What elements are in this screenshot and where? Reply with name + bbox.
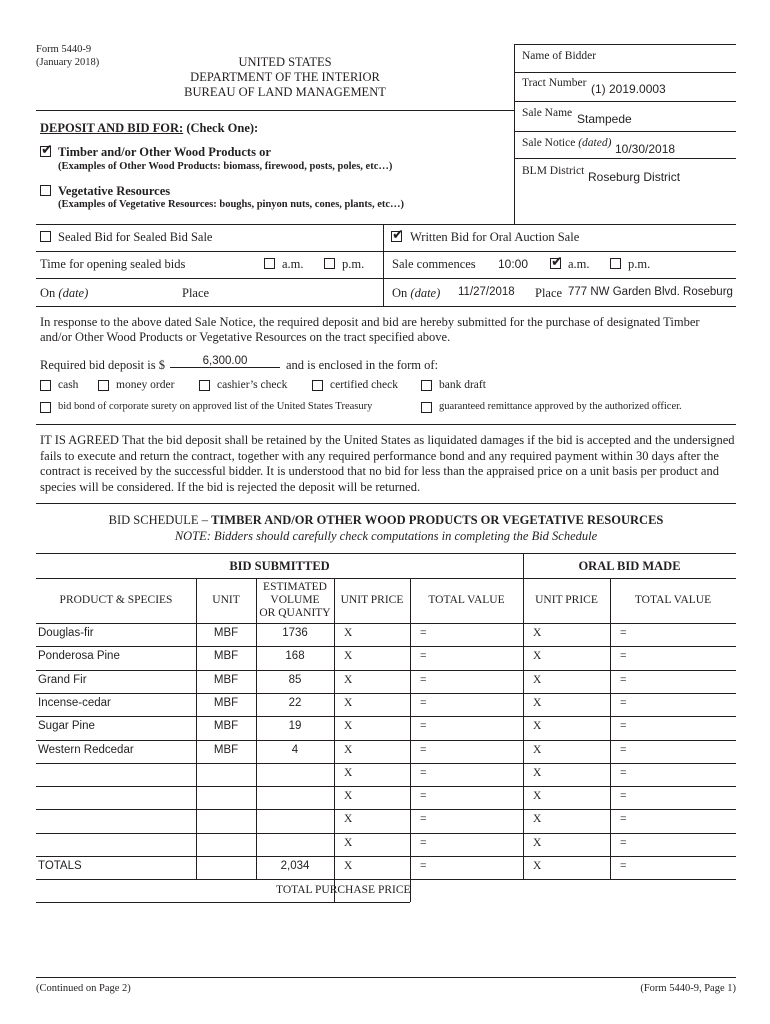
- row-oral-unit-price-x: X: [533, 697, 542, 709]
- row-unit[interactable]: MBF: [213, 697, 239, 709]
- total-purchase-price-label: TOTAL PURCHASE PRICE: [276, 884, 411, 896]
- row-oral-unit-price-x: X: [533, 744, 542, 756]
- row-total-value-eq: =: [420, 697, 427, 709]
- row-unit-price-x: X: [344, 790, 353, 802]
- row-total-value-eq: =: [420, 744, 427, 756]
- col-product-species: PRODUCT & SPECIES: [59, 594, 173, 606]
- oral-place-field[interactable]: 777 NW Garden Blvd. Roseburg: [568, 286, 733, 298]
- row-volume[interactable]: 4: [291, 744, 299, 756]
- row-volume[interactable]: 85: [288, 674, 302, 686]
- oral-date-field[interactable]: 11/27/2018: [458, 286, 515, 298]
- row-total-value-eq: =: [420, 674, 427, 686]
- row-oral-total-value-eq: =: [620, 627, 627, 639]
- row-volume[interactable]: 19: [288, 720, 302, 732]
- sale-commences-label: Sale commences: [392, 257, 476, 271]
- vegetative-checkbox[interactable]: [40, 185, 51, 196]
- row-total-value-eq: =: [420, 837, 427, 849]
- col-estimated-volume: ESTIMATED VOLUME OR QUANITY: [259, 581, 331, 619]
- oral-pm-checkbox[interactable]: [610, 258, 621, 269]
- timber-checkbox[interactable]: [40, 146, 51, 157]
- row-oral-total-value-eq: =: [620, 744, 627, 756]
- row-product[interactable]: Grand Fir: [38, 674, 87, 686]
- bid-bond-checkbox[interactable]: [40, 402, 51, 413]
- oral-am-checkbox[interactable]: [550, 258, 561, 269]
- blm-district-label: BLM District: [522, 165, 585, 177]
- bank-draft-checkbox[interactable]: [421, 380, 432, 391]
- row-oral-total-value-eq: =: [620, 697, 627, 709]
- cash-checkbox[interactable]: [40, 380, 51, 391]
- row-unit-price-x: X: [344, 813, 353, 825]
- sealed-bid-checkbox[interactable]: [40, 231, 51, 242]
- bank-draft-label: bank draft: [439, 379, 486, 391]
- sealed-am-label: a.m.: [282, 257, 304, 271]
- row-total-value-eq: =: [420, 860, 427, 872]
- agreement-paragraph: IT IS AGREED That the bid deposit shall be retained by the United States as liquidated damages if the bid is accepted and the undersigned fails to execute and return the contract, together with any required performance bond and any required payment within 30 days after the contract is received by the successful bidder. It is understood that no bid for less than the appraised price on a unit basis per product and species will be considered. If the bid is rejected the deposit will be returned.: [40, 433, 735, 494]
- row-volume[interactable]: 22: [288, 697, 302, 709]
- sealed-am-checkbox[interactable]: [264, 258, 275, 269]
- row-total-value-eq: =: [420, 720, 427, 732]
- row-product[interactable]: Sugar Pine: [38, 720, 95, 732]
- row-unit[interactable]: MBF: [213, 674, 239, 686]
- row-oral-unit-price-x: X: [533, 767, 542, 779]
- col-unit-price: UNIT PRICE: [340, 594, 404, 606]
- vegetative-examples: (Examples of Vegetative Resources: boughs, pinyon nuts, cones, plants, etc…): [58, 199, 405, 210]
- row-unit-price-x: X: [344, 744, 353, 756]
- row-product[interactable]: TOTALS: [38, 860, 82, 872]
- bidder-name-label: Name of Bidder: [522, 50, 597, 62]
- sale-notice-date-field[interactable]: 10/30/2018: [615, 142, 676, 156]
- certified-check-label: certified check: [330, 379, 398, 391]
- row-total-value-eq: =: [420, 650, 427, 662]
- row-unit-price-x: X: [344, 674, 353, 686]
- row-oral-unit-price-x: X: [533, 813, 542, 825]
- guaranteed-remittance-label: guaranteed remittance approved by the authorized officer.: [439, 401, 682, 412]
- row-oral-unit-price-x: X: [533, 674, 542, 686]
- cash-label: cash: [58, 379, 79, 391]
- agency-line-2: DEPARTMENT OF THE INTERIOR: [190, 70, 380, 84]
- row-product[interactable]: Douglas-fir: [38, 627, 94, 639]
- deposit-heading: DEPOSIT AND BID FOR: (Check One):: [40, 121, 259, 135]
- row-product[interactable]: Ponderosa Pine: [38, 650, 120, 662]
- row-oral-total-value-eq: =: [620, 674, 627, 686]
- sealed-bid-label: Sealed Bid for Sealed Bid Sale: [58, 230, 213, 244]
- row-oral-unit-price-x: X: [533, 790, 542, 802]
- oral-am-label: a.m.: [568, 257, 590, 271]
- footer-continued: (Continued on Page 2): [36, 983, 131, 994]
- row-oral-total-value-eq: =: [620, 720, 627, 732]
- col-total-value: TOTAL VALUE: [428, 594, 505, 606]
- row-total-value-eq: =: [420, 790, 427, 802]
- oral-on-date-label: On (date): [392, 286, 441, 300]
- row-unit-price-x: X: [344, 720, 353, 732]
- vegetative-label: Vegetative Resources: [58, 184, 171, 198]
- oral-bid-made-header: ORAL BID MADE: [578, 559, 681, 573]
- blm-district-field[interactable]: Roseburg District: [588, 170, 681, 184]
- sale-notice-label: Sale Notice (dated): [522, 137, 612, 149]
- oral-auction-checkbox[interactable]: [391, 231, 402, 242]
- required-deposit-label: Required bid deposit is $: [40, 358, 165, 372]
- required-deposit-suffix: and is enclosed in the form of:: [286, 358, 439, 372]
- sale-name-field[interactable]: Stampede: [577, 112, 632, 126]
- sealed-place-label: Place: [182, 286, 210, 300]
- timber-examples: (Examples of Other Wood Products: biomass, firewood, posts, poles, etc…): [58, 161, 393, 172]
- agency-line-1: UNITED STATES: [238, 55, 332, 69]
- row-oral-unit-price-x: X: [533, 860, 542, 872]
- oral-pm-label: p.m.: [628, 257, 651, 271]
- sale-name-label: Sale Name: [522, 107, 573, 119]
- row-unit[interactable]: MBF: [213, 627, 239, 639]
- required-deposit-field[interactable]: 6,300.00: [170, 355, 280, 368]
- row-unit-price-x: X: [344, 627, 353, 639]
- row-oral-unit-price-x: X: [533, 650, 542, 662]
- sale-commences-field[interactable]: 10:00: [498, 257, 529, 271]
- money-order-checkbox[interactable]: [98, 380, 109, 391]
- row-oral-total-value-eq: =: [620, 837, 627, 849]
- sealed-pm-label: p.m.: [342, 257, 365, 271]
- row-product[interactable]: Incense-cedar: [38, 697, 111, 709]
- agency-line-3: BUREAU OF LAND MANAGEMENT: [184, 85, 386, 99]
- certified-check-checkbox[interactable]: [312, 380, 323, 391]
- opening-time-label: Time for opening sealed bids: [40, 257, 186, 271]
- row-oral-unit-price-x: X: [533, 837, 542, 849]
- row-unit[interactable]: MBF: [213, 650, 239, 662]
- row-volume[interactable]: 168: [285, 650, 305, 662]
- sealed-pm-checkbox[interactable]: [324, 258, 335, 269]
- row-oral-total-value-eq: =: [620, 813, 627, 825]
- row-unit-price-x: X: [344, 650, 353, 662]
- guaranteed-remittance-checkbox[interactable]: [421, 402, 432, 413]
- row-unit-price-x: X: [344, 837, 353, 849]
- col-unit: UNIT: [212, 594, 240, 606]
- form-date: (January 2018): [36, 57, 100, 68]
- row-volume[interactable]: 2,034: [280, 860, 310, 872]
- row-oral-total-value-eq: =: [620, 767, 627, 779]
- row-oral-total-value-eq: =: [620, 790, 627, 802]
- row-oral-unit-price-x: X: [533, 720, 542, 732]
- bid-schedule-note: NOTE: Bidders should carefully check computations in completing the Bid Schedule: [174, 529, 598, 543]
- bid-schedule-title: BID SCHEDULE – TIMBER AND/OR OTHER WOOD PRODUCTS OR VEGETATIVE RESOURCES: [108, 513, 664, 527]
- oral-place-label: Place: [535, 286, 563, 300]
- row-total-value-eq: =: [420, 767, 427, 779]
- row-total-value-eq: =: [420, 627, 427, 639]
- tract-number-field[interactable]: (1) 2019.0003: [591, 82, 666, 96]
- col-oral-total-value: TOTAL VALUE: [634, 594, 712, 606]
- row-unit-price-x: X: [344, 767, 353, 779]
- row-volume[interactable]: 1736: [282, 627, 308, 639]
- tract-number-label: Tract Number: [522, 77, 587, 89]
- row-product[interactable]: Western Redcedar: [38, 744, 134, 756]
- money-order-label: money order: [116, 379, 175, 391]
- row-oral-total-value-eq: =: [620, 860, 627, 872]
- cashiers-check-label: cashier’s check: [217, 379, 288, 391]
- row-unit[interactable]: MBF: [213, 720, 239, 732]
- bid-bond-label: bid bond of corporate surety on approved list of the United States Treasury: [58, 401, 373, 412]
- row-unit-price-x: X: [344, 697, 353, 709]
- cashiers-check-checkbox[interactable]: [199, 380, 210, 391]
- form-number: Form 5440-9: [36, 44, 92, 55]
- response-paragraph: In response to the above dated Sale Notice, the required deposit and bid are hereby submitted for the purchase of designated Timber and/or Other Wood Products or Vegetative Resources on the tract specified above.: [40, 315, 700, 344]
- row-oral-total-value-eq: =: [620, 650, 627, 662]
- row-unit[interactable]: MBF: [213, 744, 239, 756]
- col-oral-unit-price: UNIT PRICE: [535, 594, 598, 606]
- footer-page: (Form 5440-9, Page 1): [640, 983, 736, 994]
- row-oral-unit-price-x: X: [533, 627, 542, 639]
- bid-submitted-header: BID SUBMITTED: [229, 559, 330, 573]
- row-total-value-eq: =: [420, 813, 427, 825]
- sealed-on-date-label: On (date): [40, 286, 89, 300]
- timber-label: Timber and/or Other Wood Products or: [58, 145, 271, 159]
- row-unit-price-x: X: [344, 860, 353, 872]
- total-purchase-price-field[interactable]: [412, 882, 522, 900]
- oral-auction-label: Written Bid for Oral Auction Sale: [410, 230, 580, 244]
